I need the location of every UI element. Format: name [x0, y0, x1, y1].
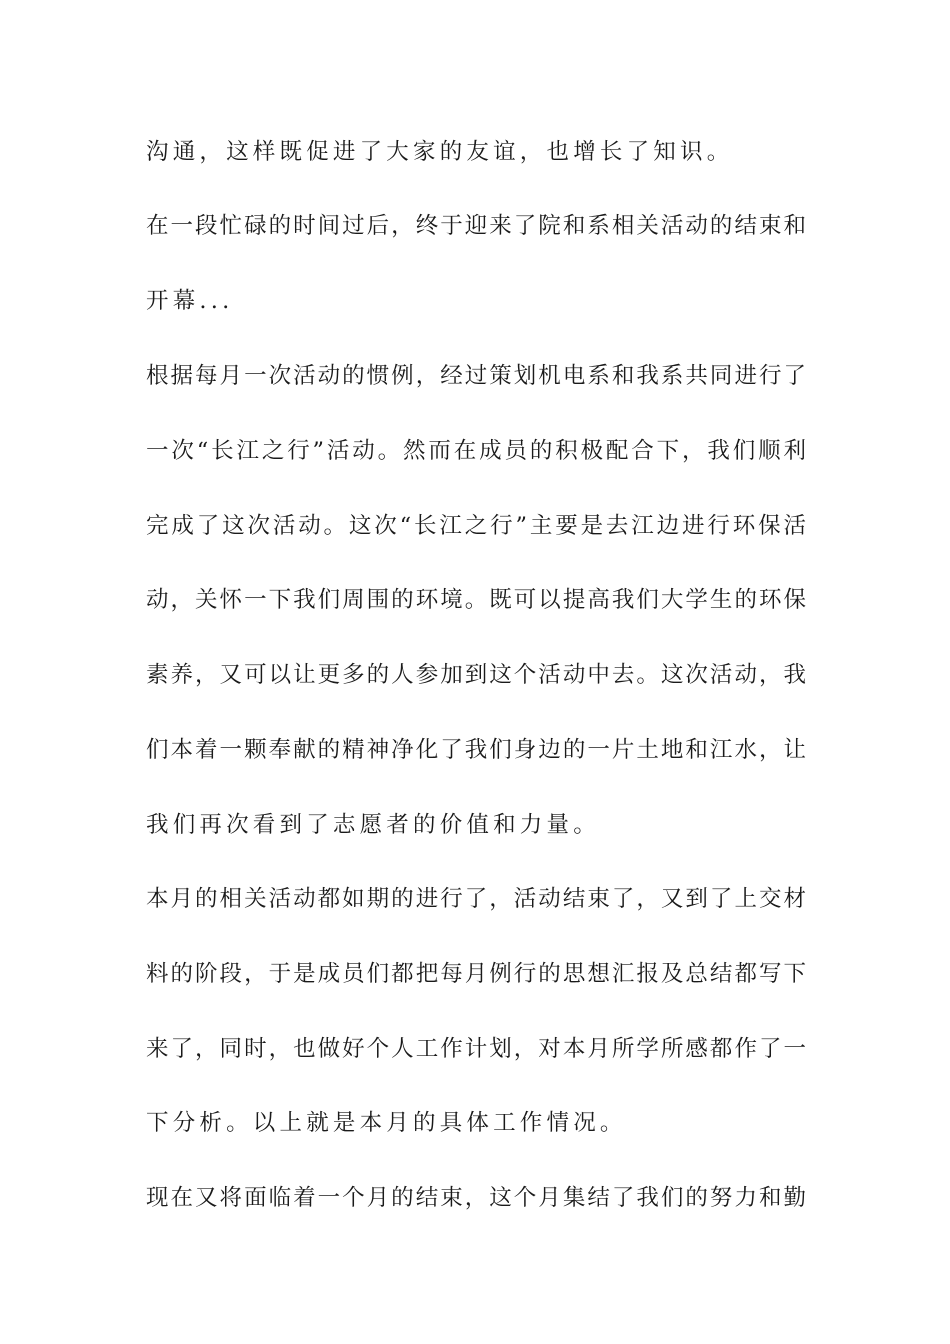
text-line: 在一段忙碌的时间过后，终于迎来了院和系相关活动的结束和: [146, 213, 806, 239]
text-line: 我们再次看到了志愿者的价值和力量。: [146, 812, 600, 838]
text-line: 们本着一颗奉献的精神净化了我们身边的一片土地和江水，让: [146, 737, 806, 763]
text-line: 沟通，这样既促进了大家的友谊，也增长了知识。: [146, 139, 734, 165]
text-line: 完成了这次活动。这次“长江之行”主要是去江边进行环保活: [146, 513, 806, 539]
text-line: 现在又将面临着一个月的结束，这个月集结了我们的努力和勤: [146, 1185, 806, 1211]
text-line: 本月的相关活动都如期的进行了，活动结束了，又到了上交材: [146, 886, 806, 912]
text-line: 素养，又可以让更多的人参加到这个活动中去。这次活动，我: [146, 662, 806, 688]
text-line: 下分析。以上就是本月的具体工作情况。: [146, 1110, 627, 1136]
text-line: 开幕...: [146, 288, 234, 314]
text-line: 根据每月一次活动的惯例，经过策划机电系和我系共同进行了: [146, 363, 806, 389]
text-line: 一次“长江之行”活动。然而在成员的积极配合下，我们顺利: [146, 438, 806, 464]
text-line: 料的阶段，于是成员们都把每月例行的思想汇报及总结都写下: [146, 961, 806, 987]
text-line: 来了，同时，也做好个人工作计划，对本月所学所感都作了一: [146, 1036, 806, 1062]
text-line: 动，关怀一下我们周围的环境。既可以提高我们大学生的环保: [146, 587, 806, 613]
